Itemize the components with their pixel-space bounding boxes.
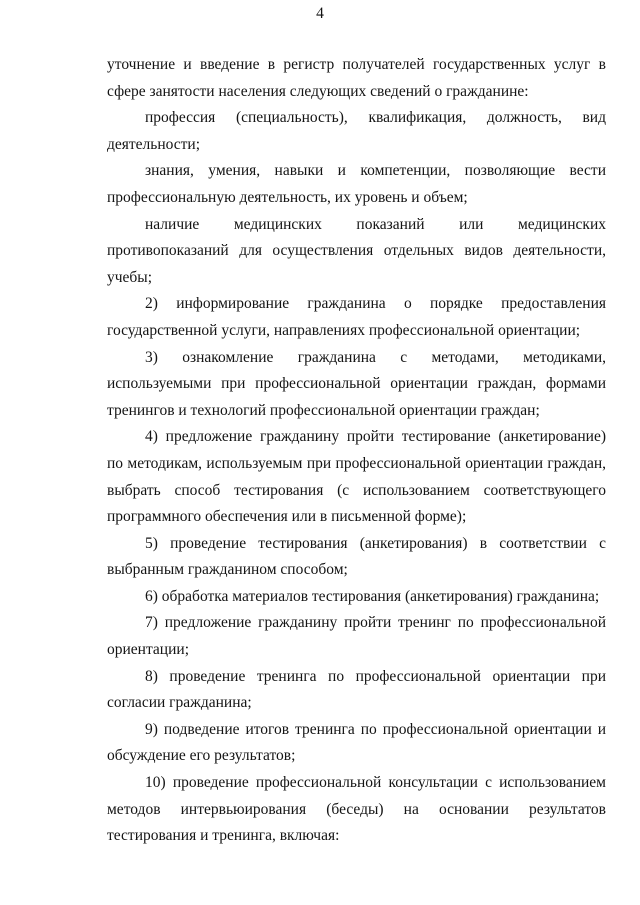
paragraph-12: 9) подведение итогов тренинга по профессиональной ориентации и обсуждение его результатов; [107,720,606,765]
paragraph-6: 3) ознакомление гражданина с методами, методиками, используемыми при профессиональной ориентации граждан, формами тренингов и технологий профессиональной ориентации граждан; [107,348,606,419]
paragraph-11: 8) проведение тренинга по профессиональной ориентации при согласии гражданина; [107,667,606,712]
paragraph-7: 4) предложение гражданину пройти тестирование (анкетирование) по методикам, используемым при профессиональной ориентации граждан, выбрать способ тестирования (с использованием соответствующего программного обеспечения или в письменной форме); [107,428,606,526]
paragraph-4: наличие медицинских показаний или медицинских противопоказаний для осуществления отдельных видов деятельности, учебы; [107,215,606,286]
paragraph-13: 10) проведение профессиональной консультации с использованием методов интервьюирования (беседы) на основании результатов тестирования и тренинга, включая: [107,774,606,845]
paragraph-3: знания, умения, навыки и компетенции, позволяющие вести профессиональную деятельность, их уровень и объем; [107,162,606,206]
document-body [107,52,606,850]
paragraph-9: 6) обработка материалов тестирования (анкетирования) гражданина; [145,587,600,605]
paragraph-1: уточнение и введение в регистр получателей государственных услуг в сфере занятости населения следующих сведений о гражданине: [107,56,606,100]
paragraph-10: 7) предложение гражданину пройти тренинг по профессиональной ориентации; [107,614,606,659]
page-number: 4 [316,5,324,22]
paragraph-8: 5) проведение тестирования (анкетирования) в соответствии с выбранным гражданином способом; [107,534,606,579]
paragraph-2: профессия (специальность), квалификация, должность, вид деятельности; [107,109,606,153]
paragraph-5: 2) информирование гражданина о порядке предоставления государственной услуги, направлениях профессиональной ориентации; [107,295,606,339]
